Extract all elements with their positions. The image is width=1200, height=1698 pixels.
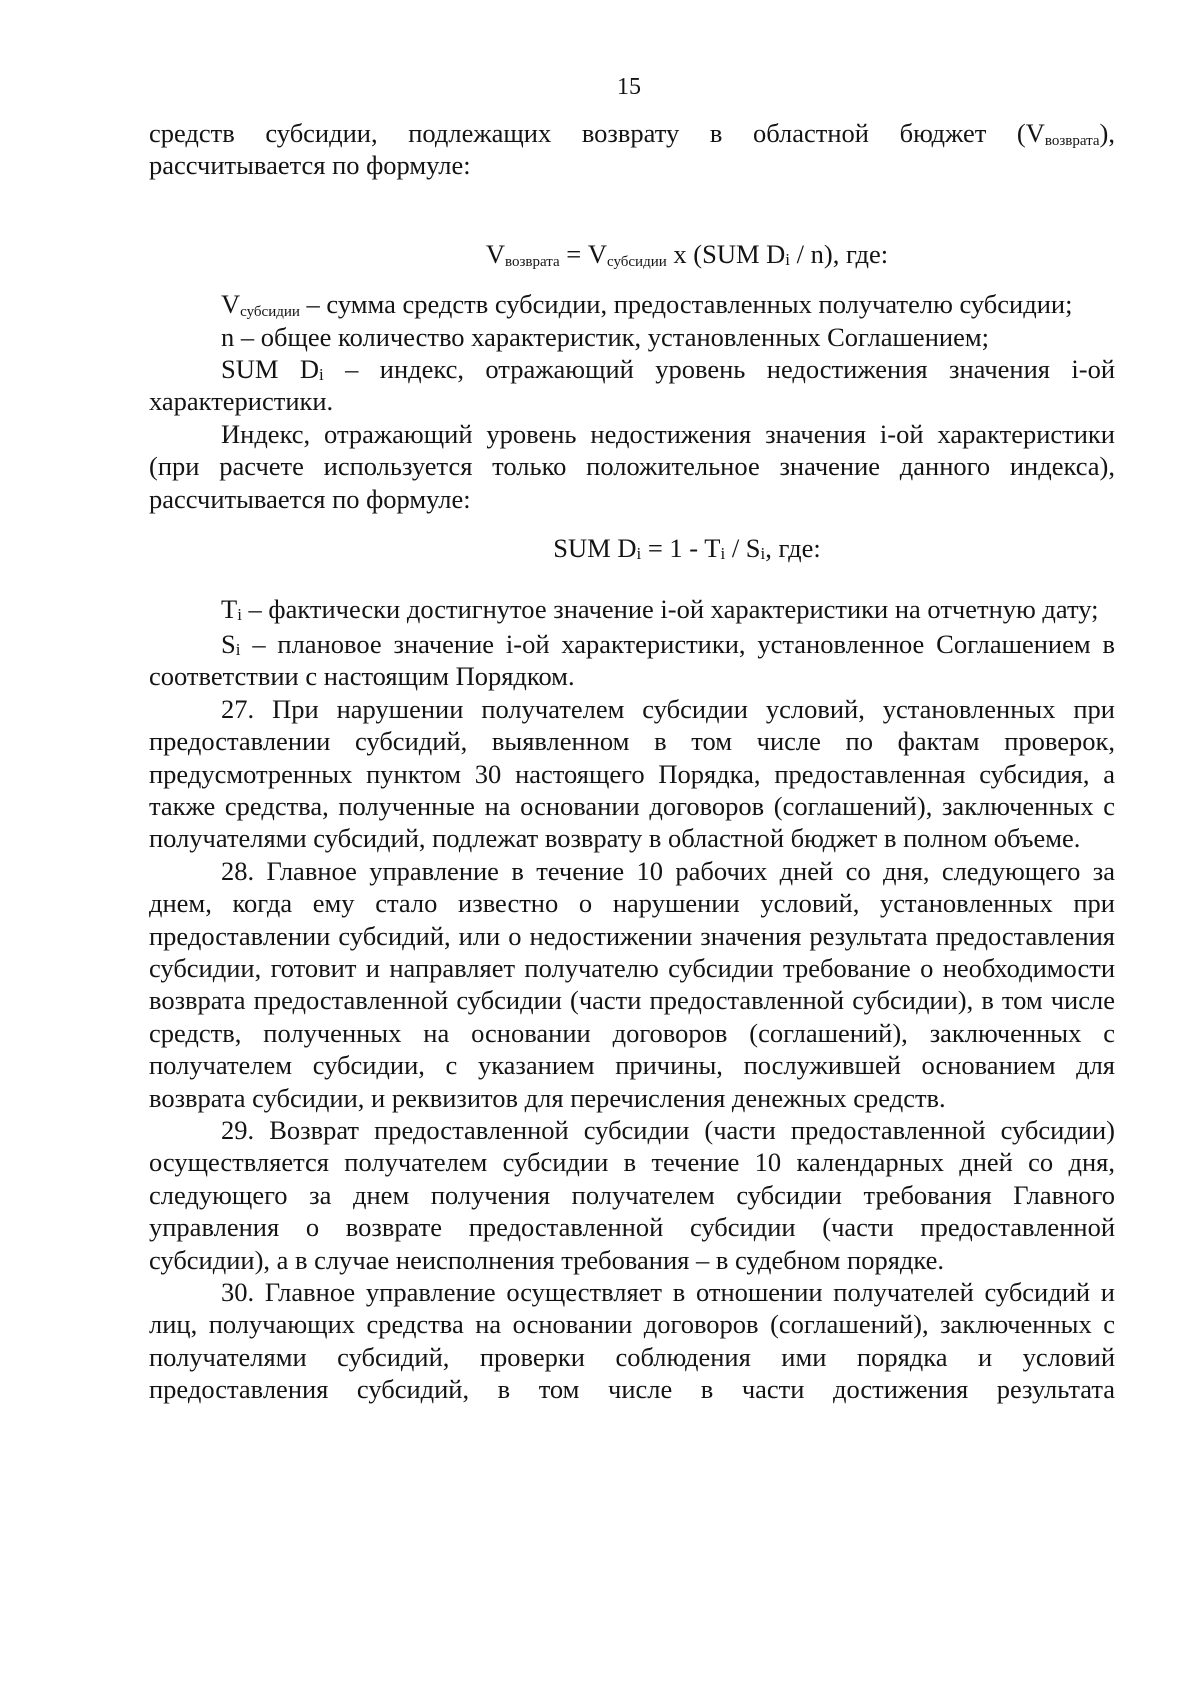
formula1-v: V xyxy=(485,238,505,269)
definition-s xyxy=(149,628,1115,693)
paragraph-30: 30. Главное управление осуществляет в отношении получателей субсидий и лиц, получающих средства на основании договоров (соглашений), заключенных с получателями субсидий, проверки соблюдения ими порядка и условий предоставления субсидий, в том числе в части достижения результата xyxy=(149,1277,1115,1405)
formula1-eq: = V xyxy=(559,238,607,269)
formula-return-amount xyxy=(149,238,1115,270)
def-vsub-v: V xyxy=(221,289,241,320)
def-vsub-text: – сумма средств субсидии, предоставленных получателю субсидии; xyxy=(299,289,1073,320)
page-number: 15 xyxy=(617,74,641,100)
paragraph-27: 27. При нарушении получателем субсидии условий, установленных при предоставлении субсидий, выявленном в том числе по фактам проверок, предусмотренных пунктом 30 настоящего Порядка, предоставленная субсидия, а также средства, полученные на основании договоров (соглашений), заключенных с получателями субсидий, подлежат возврату в областной бюджет в полном объеме. xyxy=(149,693,1115,854)
formula2-tail: , где: xyxy=(765,533,821,564)
definition-t xyxy=(149,593,1115,625)
paragraph-index: Индекс, отражающий уровень недостижения значения i-ой характеристики (при расчете используется только положительное значение данного индекса), рассчитывается по формуле: xyxy=(149,418,1115,514)
definition-n: n – общее количество характеристик, установленных Соглашением; xyxy=(221,321,989,352)
def-t-i: i xyxy=(237,605,242,625)
def-s-text: – плановое значение i-ой характеристики, установленное Соглашением в соответствии с настоящим Порядком. xyxy=(149,628,1115,692)
intro-paragraph xyxy=(149,117,1115,149)
formula1-sub-left: возврата xyxy=(505,253,560,270)
def-t-pre: T xyxy=(221,594,238,625)
formula-index xyxy=(149,532,1115,564)
def-sum-i: i xyxy=(318,365,324,385)
paragraph-28: 28. Главное управление в течение 10 рабочих дней со дня, следующего за днем, когда ему стало известно о нарушении условий, установленных при предоставлении субсидий, или о недостижении значения результата предоставления субсидии, готовит и направляет получателю субсидии требование о необходимости возврата предоставленной субсидии (части предоставленной субсидии), в том числе средств, полученных на основании договоров (соглашений), заключенных с получателем субсидии, с указанием причины, послужившей основанием для возврата субсидии, и реквизитов для перечисления денежных средств. xyxy=(149,855,1115,1113)
def-vsub-subscript: субсидии xyxy=(240,304,300,321)
intro-text: средств субсидии, подлежащих возврату в областной бюджет (V xyxy=(149,118,1045,148)
formula2-mid2: / S xyxy=(725,533,761,564)
formula2-pre: SUM D xyxy=(553,533,637,564)
def-t-text: – фактически достигнутое значение i-ой характеристики на отчетную дату; xyxy=(241,594,1099,625)
document-body xyxy=(149,117,1115,1406)
def-s-pre: S xyxy=(221,628,236,659)
intro-end: ), xyxy=(1099,118,1115,148)
formula1-rest: х (SUM D xyxy=(666,238,786,269)
formula1-sub-right: субсидии xyxy=(607,253,667,270)
formula2-i1: i xyxy=(636,544,642,564)
definition-sum-d xyxy=(149,353,1115,418)
def-s-i: i xyxy=(235,639,241,659)
def-sum-text: – индекс, отражающий уровень недостижения значения i-ой характеристики. xyxy=(149,354,1115,417)
intro-subscript: возврата xyxy=(1044,133,1100,149)
formula2-mid: = 1 - T xyxy=(641,533,721,564)
formula2-i2: i xyxy=(720,544,726,564)
intro-paragraph-line2: рассчитывается по формуле: xyxy=(149,150,471,181)
formula1-i: i xyxy=(785,249,791,269)
formula1-tail: / n), где: xyxy=(790,238,889,269)
definition-v-subsidy xyxy=(149,288,1115,320)
def-sum-pre: SUM D xyxy=(221,354,319,385)
paragraph-29: 29. Возврат предоставленной субсидии (части предоставленной субсидии) осуществляется получателем субсидии в течение 10 календарных дней со дня, следующего за днем получения получателем субсидии требования Главного управления о возврате предоставленной субсидии (части предоставленной субсидии), а в случае неисполнения требования – в судебном порядке. xyxy=(149,1114,1115,1275)
formula2-i3: i xyxy=(760,544,766,564)
